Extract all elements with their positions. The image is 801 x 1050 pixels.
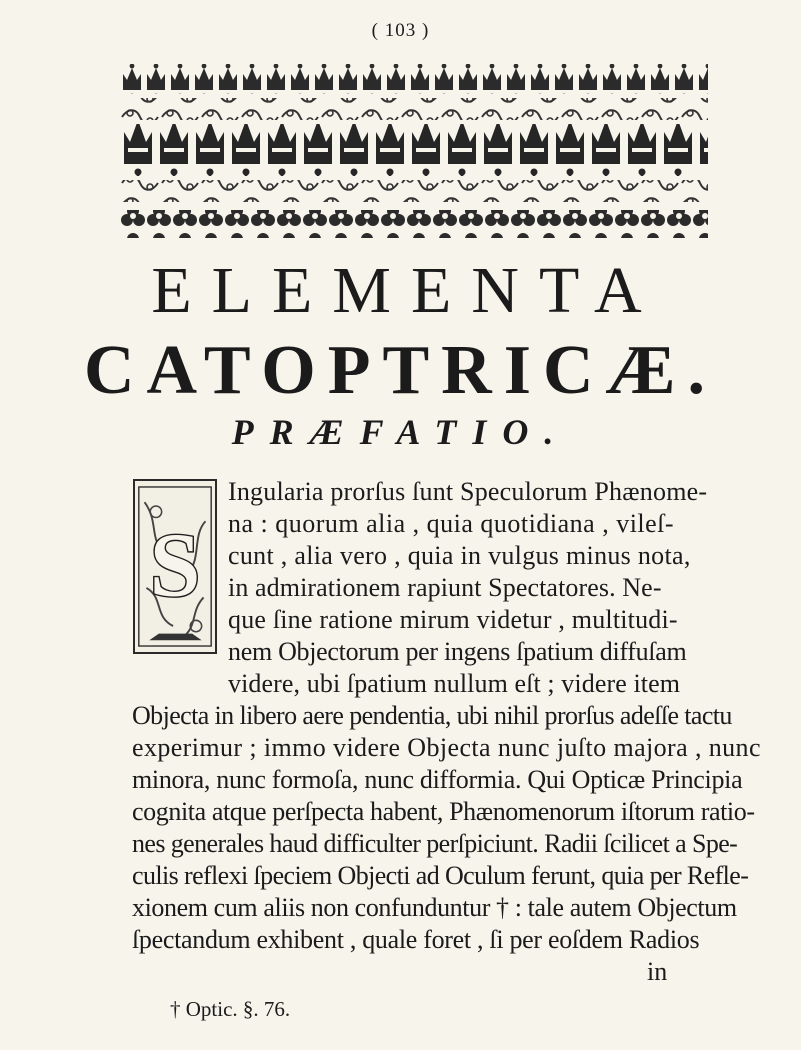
footnote: † Optic. §. 76. (170, 997, 291, 1021)
dropcap (133, 479, 217, 654)
body-line: culis reflexi ſpeciem Objecti ad Oculum ferunt, quia per Refle- (132, 861, 749, 890)
ornament-band (120, 62, 708, 244)
body-line: Ingularia prorſus ſunt Speculorum Phænome- (228, 477, 708, 506)
catchword: in (647, 957, 668, 986)
body-line: nes generales haud difficulter perſpiciunt. Radii ſcilicet a Spe- (132, 829, 738, 858)
body-line: in admirationem rapiunt Spectatores. Ne- (228, 573, 662, 602)
body-line: cognita atque perſpecta habent, Phænomenorum iſtorum ratio- (132, 797, 755, 826)
body-line: Objecta in libero aere pendentia, ubi nihil prorſus adeſſe tactu (132, 701, 732, 730)
body-line: na : quorum alia , quia quotidiana , vileſ- (228, 509, 675, 538)
dropcap-letter: S (149, 514, 201, 616)
body-line: experimur ; immo videre Objecta nunc juſto majora , nunc (132, 733, 761, 762)
body-line: ſpectandum exhibent , quale foret , ſi per eoſdem Radios (132, 925, 700, 954)
body-line: videre, ubi ſpatium nullum eſt ; videre item (228, 669, 681, 698)
body-line: cunt , alia vero , quia in vulgus minus nota, (228, 541, 691, 570)
subtitle-praefatio: PRÆFATIO. (231, 412, 570, 452)
body-line: nem Objectorum per ingens ſpatium diffuſam (228, 637, 687, 666)
body-line: que ſine ratione mirum videtur , multitudi- (228, 605, 678, 634)
title-catoptricae: CATOPTRICÆ. (83, 332, 718, 409)
body-line: minora, nunc formoſa, nunc difformia. Qui Opticæ Principia (132, 765, 743, 794)
body-line: xionem cum aliis non confunduntur † : tale autem Objectum (132, 893, 737, 922)
page-number: ( 103 ) (371, 20, 430, 41)
title-elementa: ELEMENTA (151, 254, 662, 327)
